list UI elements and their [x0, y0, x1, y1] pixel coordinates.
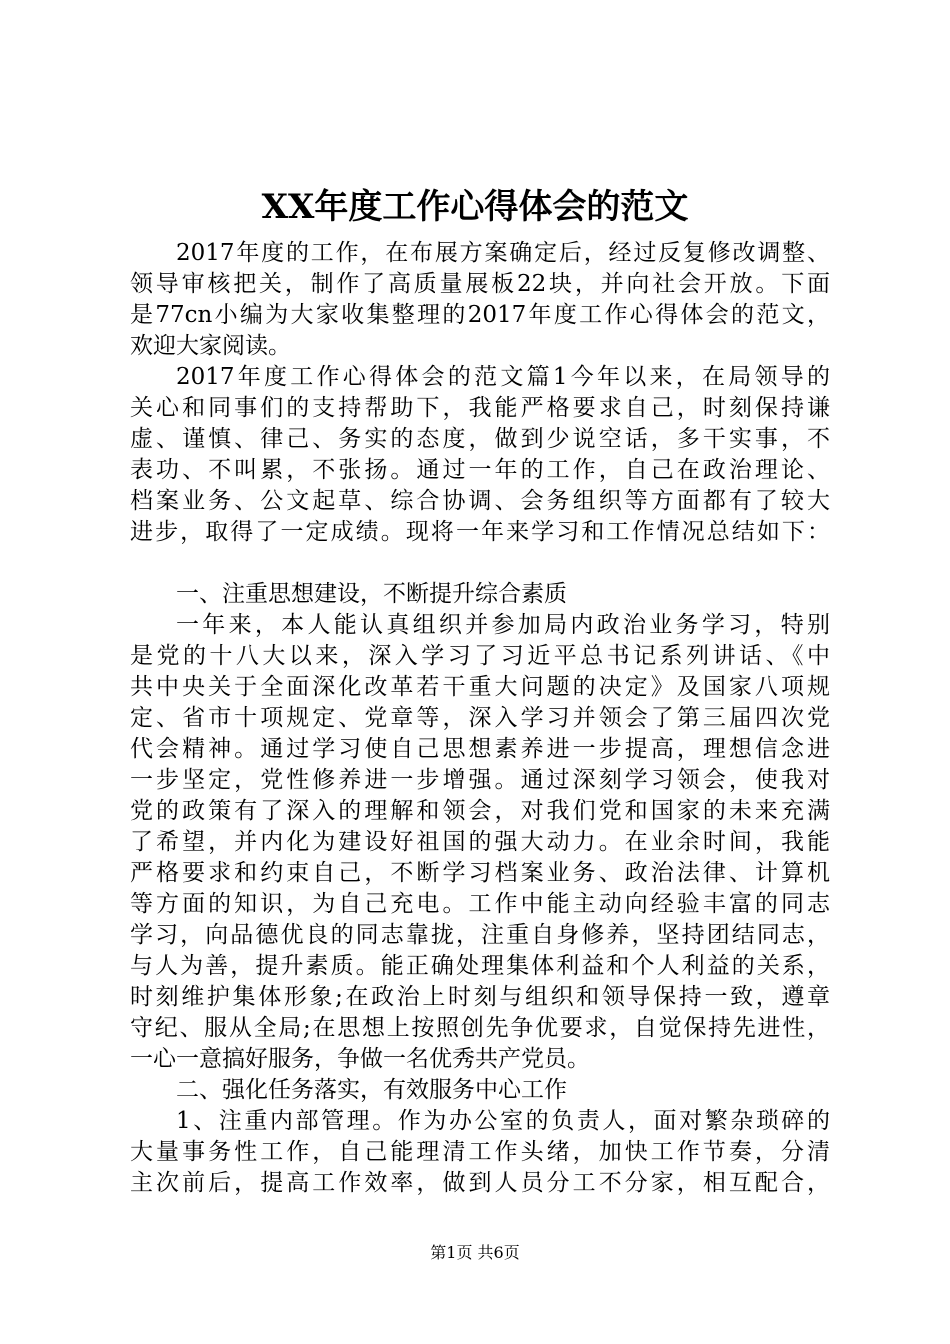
text-line: 主次前后，提高工作效率，做到人员分工不分家，相互配合，	[130, 1170, 830, 1196]
text-line: 严格要求和约束自己，不断学习档案业务、政治法律、计算机	[130, 860, 830, 886]
text-line: 是77cn小编为大家收集整理的2017年度工作心得体会的范文，	[130, 302, 830, 328]
text-line: 党的政策有了深入的理解和领会，对我们党和国家的未来充满	[130, 798, 830, 824]
text-line: 了希望，并内化为建设好祖国的强大动力。在业余时间，我能	[130, 829, 830, 855]
text-line: 一步坚定，党性修养进一步增强。通过深刻学习领会，使我对	[130, 767, 830, 793]
text-line: 2017年度工作心得体会的范文篇1今年以来，在局领导的	[176, 364, 830, 390]
text-line: 学习，向品德优良的同志靠拢，注重自身修养，坚持团结同志，	[130, 922, 830, 948]
text-line: 虚、谨慎、律己、务实的态度，做到少说空话，多干实事，不	[130, 426, 830, 452]
text-line: 关心和同事们的支持帮助下，我能严格要求自己，时刻保持谦	[130, 395, 830, 421]
text-line: 2017年度的工作，在布展方案确定后，经过反复修改调整、	[176, 240, 830, 266]
text-line: 大量事务性工作，自己能理清工作头绪，加快工作节奏，分清	[130, 1139, 830, 1165]
text-line: 档案业务、公文起草、综合协调、会务组织等方面都有了较大	[130, 488, 830, 514]
text-line: 是党的十八大以来，深入学习了习近平总书记系列讲话、《中	[130, 643, 830, 669]
text-line: 表功、不叫累，不张扬。通过一年的工作，自己在政治理论、	[130, 457, 830, 483]
text-line: 与人为善，提升素质。能正确处理集体利益和个人利益的关系，	[130, 953, 830, 979]
text-line: 一心一意搞好服务，争做一名优秀共产党员。	[130, 1046, 590, 1072]
text-line: 1、注重内部管理。作为办公室的负责人，面对繁杂琐碎的	[176, 1108, 830, 1134]
text-line: 时刻维护集体形象;在政治上时刻与组织和领导保持一致，遵章	[130, 984, 830, 1010]
document-body	[130, 238, 830, 1199]
text-line: 欢迎大家阅读。	[130, 333, 291, 359]
text-line: 等方面的知识，为自己充电。工作中能主动向经验丰富的同志	[130, 891, 830, 917]
section-heading: 二、强化任务落实，有效服务中心工作	[176, 1077, 567, 1103]
document-title: XX年度工作心得体会的范文	[261, 187, 689, 227]
text-line: 进步，取得了一定成绩。现将一年来学习和工作情况总结如下：	[130, 519, 830, 545]
section-heading: 一、注重思想建设，不断提升综合素质	[176, 581, 567, 607]
page-footer: 第1页 共6页	[430, 1243, 520, 1262]
blank-line	[130, 548, 830, 579]
text-line: 代会精神。通过学习使自己思想素养进一步提高，理想信念进	[130, 736, 830, 762]
text-line: 领导审核把关，制作了高质量展板22块，并向社会开放。下面	[130, 271, 830, 297]
text-line: 共中央关于全面深化改革若干重大问题的决定》及国家八项规	[130, 674, 830, 700]
text-line: 守纪、服从全局;在思想上按照创先争优要求，自觉保持先进性，	[130, 1015, 830, 1041]
text-line: 定、省市十项规定、党章等，深入学习并领会了第三届四次党	[130, 705, 830, 731]
text-line: 一年来，本人能认真组织并参加局内政治业务学习，特别	[176, 612, 830, 638]
